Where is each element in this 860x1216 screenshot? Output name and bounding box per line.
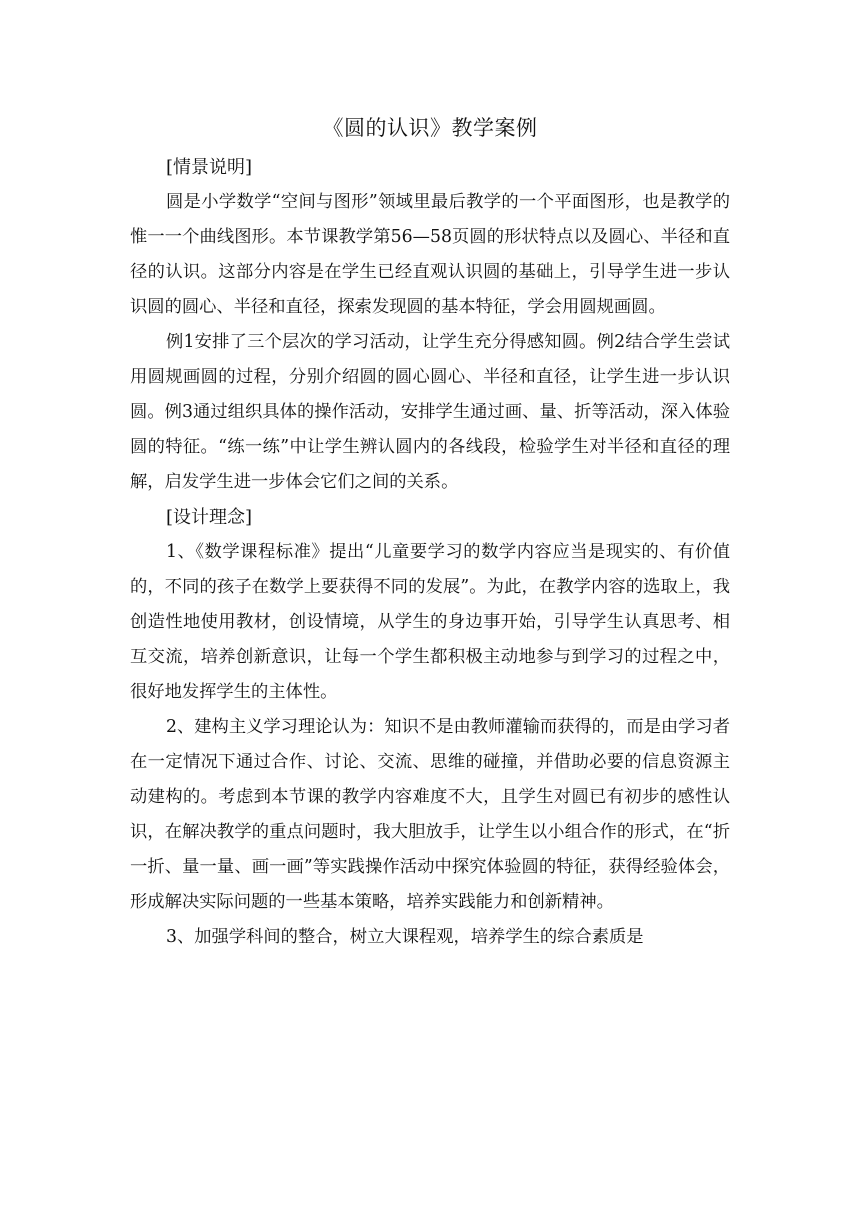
section-heading-design-concept: [设计理念] — [166, 507, 253, 528]
section-heading-scenario: [情景说明] — [166, 157, 253, 178]
paragraph: 例1安排了三个层次的学习活动，让学生充分得感知圆。例2结合学生尝试用圆规画圆的过程，分别介绍圆的圆心圆心、半径和直径，让学生进一步认识圆。例3通过组织具体的操作活动，安排学生通过画、量、折等活动，深入体验圆的特征。“练一练”中让学生辨认圆内的各线段，检验学生对半径和直径的理解，启发学生进一步体会它们之间的关系。 — [130, 332, 730, 492]
paragraph: 3、加强学科间的整合，树立大课程观，培养学生的综合素质是 — [166, 927, 644, 947]
paragraph: 圆是小学数学“空间与图形”领域里最后教学的一个平面图形，也是教学的惟一一个曲线图形。本节课教学第56—58页圆的形状特点以及圆心、半径和直径的认识。这部分内容是在学生已经直观认识圆的基础上，引导学生进一步认识圆的圆心、半径和直径，探索发现圆的基本特征，学会用圆规画圆。 — [130, 192, 730, 317]
document-body — [130, 108, 730, 955]
paragraph: 2、建构主义学习理论认为：知识不是由教师灌输而获得的，而是由学习者在一定情况下通过合作、讨论、交流、思维的碰撞，并借助必要的信息资源主动建构的。考虑到本节课的教学内容难度不大，且学生对圆已有初步的感性认识，在解决教学的重点问题时，我大胆放手，让学生以小组合作的形式，在“折一折、量一量、画一画”等实践操作活动中探究体验圆的特征，获得经验体会，形成解决实际问题的一些基本策略，培养实践能力和创新精神。 — [130, 717, 730, 912]
paragraph: 1、《数学课程标准》提出“儿童要学习的数学内容应当是现实的、有价值的，不同的孩子在数学上要获得不同的发展”。为此，在教学内容的选取上，我创造性地使用教材，创设情境，从学生的身边事开始，引导学生认真思考、相互交流，培养创新意识，让每一个学生都积极主动地参与到学习的过程之中，很好地发挥学生的主体性。 — [130, 542, 730, 702]
document-title: 《圆的认识》教学案例 — [322, 116, 538, 140]
